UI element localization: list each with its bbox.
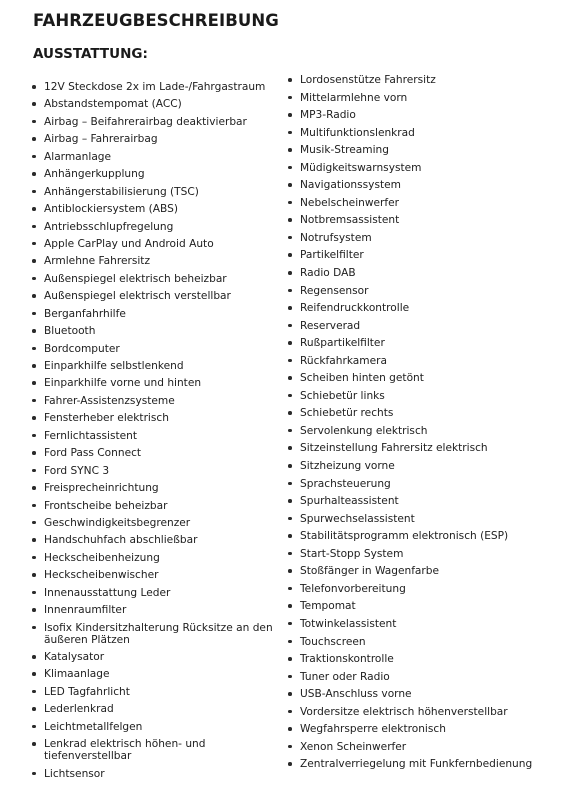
bullet-icon [288, 341, 292, 345]
feature-item [284, 197, 569, 209]
bullet-icon [32, 312, 36, 316]
feature-item [28, 500, 276, 512]
feature-label: Frontscheibe beheizbar [44, 499, 168, 512]
feature-label: Außenspiegel elektrisch verstellbar [44, 290, 231, 303]
bullet-icon [32, 85, 36, 89]
feature-label: Notrufsystem [300, 231, 372, 244]
feature-label: Bordcomputer [44, 342, 120, 355]
feature-label: Multifunktionslenkrad [300, 126, 415, 139]
feature-item [284, 478, 569, 490]
feature-item [28, 343, 276, 355]
feature-item [28, 308, 276, 320]
bullet-icon [32, 538, 36, 542]
feature-item [284, 372, 569, 384]
feature-label: Nebelscheinwerfer [300, 196, 400, 209]
feature-item [28, 412, 276, 424]
feature-item [28, 587, 276, 599]
bullet-icon [32, 381, 36, 385]
feature-label: Geschwindigkeitsbegrenzer [44, 516, 191, 529]
bullet-icon [32, 521, 36, 525]
feature-label: Anhängerkupplung [44, 168, 145, 181]
bullet-icon [288, 96, 292, 100]
bullet-icon [32, 626, 36, 630]
feature-item [284, 179, 569, 191]
bullet-icon [32, 416, 36, 420]
bullet-icon [32, 725, 36, 729]
feature-item [28, 377, 276, 389]
feature-item [28, 604, 276, 616]
bullet-icon [32, 172, 36, 176]
feature-item [28, 116, 276, 128]
feature-item [28, 203, 276, 215]
feature-label: Start-Stopp System [300, 547, 404, 560]
feature-label: Einparkhilfe selbstlenkend [44, 360, 184, 372]
feature-item [28, 238, 276, 250]
feature-label: Einparkhilfe vorne und hinten [44, 377, 202, 390]
feature-item [284, 109, 569, 121]
bullet-icon [32, 207, 36, 211]
feature-label: Mittelarmlehne vorn [300, 91, 408, 104]
feature-item [28, 221, 276, 233]
bullet-icon [32, 573, 36, 577]
feature-item [28, 360, 276, 372]
feature-item [284, 425, 569, 437]
feature-item [284, 144, 569, 156]
bullet-icon [32, 347, 36, 351]
feature-item [284, 267, 569, 279]
feature-label: Radio DAB [300, 267, 356, 280]
feature-label: Lederlenkrad [44, 703, 114, 716]
feature-label: Bluetooth [44, 325, 96, 338]
feature-item [284, 513, 569, 525]
bullet-icon [32, 294, 36, 298]
bullet-icon [288, 710, 292, 714]
bullet-icon [288, 411, 292, 415]
feature-item [284, 355, 569, 367]
bullet-icon [288, 166, 292, 170]
feature-item [284, 390, 569, 402]
feature-item [28, 534, 276, 546]
feature-item [284, 302, 569, 314]
bullet-icon [288, 236, 292, 240]
feature-label: Regensensor [300, 284, 369, 297]
feature-item [284, 636, 569, 648]
bullet-icon [32, 556, 36, 560]
feature-item [284, 285, 569, 297]
feature-item [28, 168, 276, 180]
bullet-icon [288, 324, 292, 328]
feature-item [284, 74, 569, 86]
feature-label: Schiebetür rechts [300, 407, 394, 420]
feature-label: Ford SYNC 3 [44, 464, 110, 477]
bullet-icon [32, 655, 36, 659]
feature-item [28, 517, 276, 529]
feature-list-right [284, 74, 569, 776]
bullet-icon [32, 155, 36, 159]
feature-label: Servolenkung elektrisch [300, 424, 428, 437]
bullet-icon [288, 271, 292, 275]
bullet-icon [288, 640, 292, 644]
feature-item [28, 151, 276, 163]
bullet-icon [32, 690, 36, 694]
feature-label: Tuner oder Radio [300, 670, 390, 683]
feature-label: Katalysator [44, 651, 105, 663]
feature-item [284, 653, 569, 665]
feature-label: Alarmanlage [44, 150, 112, 163]
bullet-icon [288, 429, 292, 433]
feature-item [284, 565, 569, 577]
feature-item [28, 81, 276, 93]
bullet-icon [288, 131, 292, 135]
feature-label: Spurwechselassistent [300, 512, 415, 525]
bullet-icon [288, 183, 292, 187]
feature-item [28, 651, 276, 663]
bullet-icon [288, 552, 292, 556]
feature-item [284, 723, 569, 735]
bullet-icon [288, 499, 292, 503]
feature-label: Fernlichtassistent [44, 429, 138, 442]
feature-label: Touchscreen [300, 635, 366, 648]
bullet-icon [288, 394, 292, 398]
feature-label: Antriebsschlupfregelung [44, 220, 174, 233]
feature-item [284, 495, 569, 507]
feature-label: Ford Pass Connect [44, 447, 142, 460]
feature-item [284, 249, 569, 261]
feature-item [28, 255, 276, 267]
feature-item [284, 214, 569, 226]
bullet-icon [288, 675, 292, 679]
bullet-icon [288, 218, 292, 222]
feature-label: Lenkrad elektrisch höhen- und tiefenverstellbar [44, 738, 206, 763]
feature-label: Armlehne Fahrersitz [44, 255, 151, 268]
bullet-icon [288, 482, 292, 486]
feature-label: LED Tagfahrlicht [44, 685, 130, 698]
feature-label: Scheiben hinten getönt [300, 372, 424, 385]
feature-label: Wegfahrsperre elektronisch [300, 723, 446, 736]
feature-item [28, 622, 276, 646]
feature-label: Xenon Scheinwerfer [300, 740, 407, 753]
feature-label: Notbremsassistent [300, 214, 400, 227]
feature-item [28, 186, 276, 198]
feature-item [284, 162, 569, 174]
bullet-icon [32, 486, 36, 490]
bullet-icon [32, 225, 36, 229]
bullet-icon [32, 434, 36, 438]
bullet-icon [288, 587, 292, 591]
feature-label: USB-Anschluss vorne [300, 688, 412, 701]
feature-item [284, 442, 569, 454]
feature-label: Totwinkelassistent [300, 617, 397, 630]
feature-label: Navigationssystem [300, 179, 401, 192]
feature-item [28, 447, 276, 459]
feature-label: Apple CarPlay und Android Auto [44, 237, 214, 250]
feature-label: Innenausstattung Leder [44, 586, 171, 599]
feature-label: Traktionskontrolle [300, 653, 394, 666]
feature-label: Heckscheibenwischer [44, 569, 159, 582]
bullet-icon [288, 289, 292, 293]
feature-item [28, 738, 276, 762]
feature-label: Anhängerstabilisierung (TSC) [44, 185, 199, 198]
bullet-icon [288, 78, 292, 82]
feature-item [28, 98, 276, 110]
bullet-icon [288, 762, 292, 766]
bullet-icon [32, 469, 36, 473]
bullet-icon [32, 672, 36, 676]
bullet-icon [32, 504, 36, 508]
bullet-icon [288, 569, 292, 573]
feature-label: Spurhalteassistent [300, 495, 399, 508]
bullet-icon [32, 120, 36, 124]
feature-item [28, 668, 276, 680]
feature-label: Rückfahrkamera [300, 354, 387, 367]
bullet-icon [32, 137, 36, 141]
bullet-icon [288, 692, 292, 696]
feature-item [284, 548, 569, 560]
feature-item [284, 688, 569, 700]
feature-label: Antiblockiersystem (ABS) [44, 203, 178, 216]
feature-item [28, 290, 276, 302]
feature-label: Abstandstempomat (ACC) [44, 98, 182, 111]
feature-label: Lordosenstütze Fahrersitz [300, 74, 436, 86]
feature-item [28, 395, 276, 407]
feature-label: Handschuhfach abschließbar [44, 534, 198, 547]
feature-label: Partikelfilter [300, 249, 364, 262]
feature-label: Musik-Streaming [300, 144, 389, 157]
bullet-icon [288, 446, 292, 450]
bullet-icon [32, 277, 36, 281]
feature-item [28, 721, 276, 733]
feature-item [284, 407, 569, 419]
bullet-icon [288, 517, 292, 521]
feature-label: Zentralverriegelung mit Funkfernbedienung [300, 758, 533, 771]
feature-label: Isofix Kindersitzhalterung Rücksitze an den äußeren Plätzen [44, 621, 273, 646]
feature-item [284, 530, 569, 542]
bullet-icon [32, 399, 36, 403]
feature-item [284, 706, 569, 718]
feature-item [284, 600, 569, 612]
feature-label: Reifendruckkontrolle [300, 302, 410, 315]
feature-item [284, 671, 569, 683]
feature-label: Telefonvorbereitung [300, 582, 406, 595]
feature-item [28, 465, 276, 477]
feature-label: Müdigkeitswarnsystem [300, 161, 422, 174]
feature-label: Heckscheibenheizung [44, 551, 160, 564]
bullet-icon [32, 190, 36, 194]
bullet-icon [32, 259, 36, 263]
feature-item [284, 320, 569, 332]
feature-label: Rußpartikelfilter [300, 337, 385, 350]
feature-item [284, 741, 569, 753]
feature-label: Stoßfänger in Wagenfarbe [300, 565, 440, 578]
feature-item [284, 232, 569, 244]
page-title: FAHRZEUGBESCHREIBUNG [33, 11, 279, 30]
bullet-icon [32, 772, 36, 776]
feature-label: Reserverad [300, 319, 361, 332]
feature-item [28, 133, 276, 145]
bullet-icon [288, 201, 292, 205]
feature-item [284, 758, 569, 770]
feature-item [28, 703, 276, 715]
bullet-icon [32, 591, 36, 595]
feature-label: MP3-Radio [300, 109, 356, 122]
feature-item [284, 127, 569, 139]
feature-item [28, 325, 276, 337]
feature-item [28, 686, 276, 698]
feature-item [28, 552, 276, 564]
bullet-icon [288, 727, 292, 731]
bullet-icon [288, 376, 292, 380]
bullet-icon [32, 102, 36, 106]
feature-label: Sitzheizung vorne [300, 460, 395, 473]
feature-item [28, 768, 276, 780]
feature-item [284, 618, 569, 630]
bullet-icon [32, 742, 36, 746]
feature-label: 12V Steckdose 2x im Lade-/Fahrgastraum [44, 81, 266, 93]
feature-label: Stabilitätsprogramm elektronisch (ESP) [300, 530, 509, 543]
bullet-icon [32, 242, 36, 246]
feature-label: Außenspiegel elektrisch beheizbar [44, 272, 227, 285]
feature-label: Sprachsteuerung [300, 477, 391, 490]
feature-label: Leichtmetallfelgen [44, 720, 143, 733]
feature-label: Vordersitze elektrisch höhenverstellbar [300, 705, 508, 718]
bullet-icon [32, 364, 36, 368]
feature-label: Sitzeinstellung Fahrersitz elektrisch [300, 442, 488, 455]
feature-label: Freisprecheinrichtung [44, 482, 159, 495]
feature-label: Lichtsensor [44, 767, 105, 780]
bullet-icon [32, 608, 36, 612]
feature-label: Fahrer-Assistenzsysteme [44, 394, 175, 407]
feature-label: Tempomat [300, 600, 356, 613]
bullet-icon [288, 604, 292, 608]
bullet-icon [288, 464, 292, 468]
bullet-icon [288, 622, 292, 626]
feature-label: Innenraumfilter [44, 604, 127, 617]
bullet-icon [288, 306, 292, 310]
bullet-icon [288, 253, 292, 257]
feature-item [284, 337, 569, 349]
feature-label: Schiebetür links [300, 389, 385, 402]
feature-label: Fensterheber elektrisch [44, 412, 169, 425]
bullet-icon [288, 657, 292, 661]
feature-list-left [28, 81, 276, 785]
feature-label: Airbag – Fahrerairbag [44, 133, 158, 146]
bullet-icon [288, 745, 292, 749]
bullet-icon [288, 359, 292, 363]
bullet-icon [32, 329, 36, 333]
bullet-icon [32, 707, 36, 711]
feature-item [284, 460, 569, 472]
bullet-icon [288, 534, 292, 538]
feature-label: Airbag – Beifahrerairbag deaktivierbar [44, 115, 247, 128]
feature-item [28, 482, 276, 494]
feature-item [28, 273, 276, 285]
feature-label: Klimaanlage [44, 668, 110, 681]
bullet-icon [288, 113, 292, 117]
feature-item [28, 430, 276, 442]
section-heading-ausstattung: AUSSTATTUNG: [33, 46, 148, 62]
feature-item [284, 92, 569, 104]
bullet-icon [288, 148, 292, 152]
bullet-icon [32, 451, 36, 455]
feature-label: Berganfahrhilfe [44, 307, 126, 320]
feature-item [284, 583, 569, 595]
feature-item [28, 569, 276, 581]
